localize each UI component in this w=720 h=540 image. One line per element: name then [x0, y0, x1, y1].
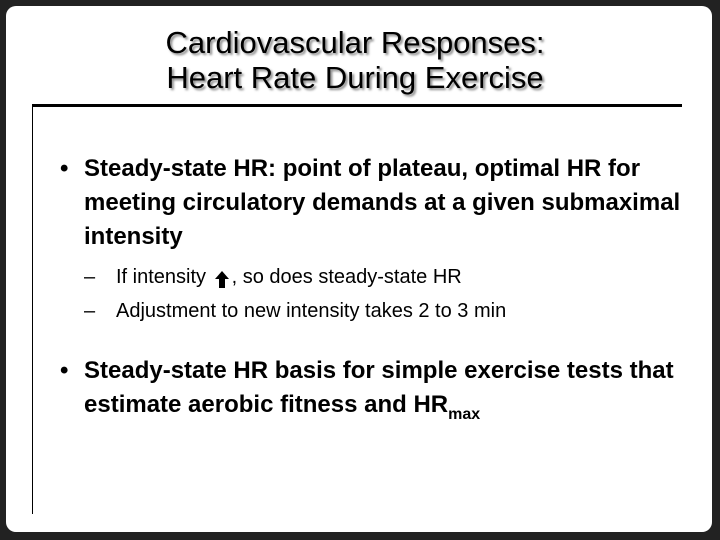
left-vertical-rule — [32, 104, 33, 514]
title-line-2: Heart Rate During Exercise — [166, 60, 544, 95]
slide — [6, 6, 712, 532]
bullet-marker: • — [60, 357, 69, 384]
bullet-1-text: Steady-state HR: point of plateau, optimal HR for meeting circulatory demands at a given submaximal intensity — [84, 155, 681, 250]
spacer — [58, 328, 698, 354]
sub-bullet-2 — [58, 294, 698, 328]
slide-content — [58, 152, 698, 432]
bullet-2-text: Steady-state HR basis for simple exercise tests that estimate aerobic fitness and HR — [84, 357, 674, 418]
bullet-2 — [58, 354, 698, 432]
sub-bullet-1-text-after: , so does steady-state HR — [231, 266, 462, 288]
slide-title — [40, 25, 670, 95]
sub-bullet-1 — [58, 260, 698, 294]
bullet-marker: • — [60, 155, 69, 182]
sub-bullet-1-text-before: If intensity — [116, 266, 207, 288]
bullet-1 — [58, 152, 698, 254]
sub-bullet-marker: – — [84, 266, 96, 288]
sub-bullet-2-text: Adjustment to new intensity takes 2 to 3 min — [116, 300, 507, 322]
title-line-1: Cardiovascular Responses: — [165, 25, 545, 60]
hr-max-subscript: max — [448, 406, 481, 423]
up-arrow-icon — [215, 271, 229, 279]
sub-bullet-marker: – — [84, 300, 96, 322]
title-underline — [32, 104, 682, 107]
